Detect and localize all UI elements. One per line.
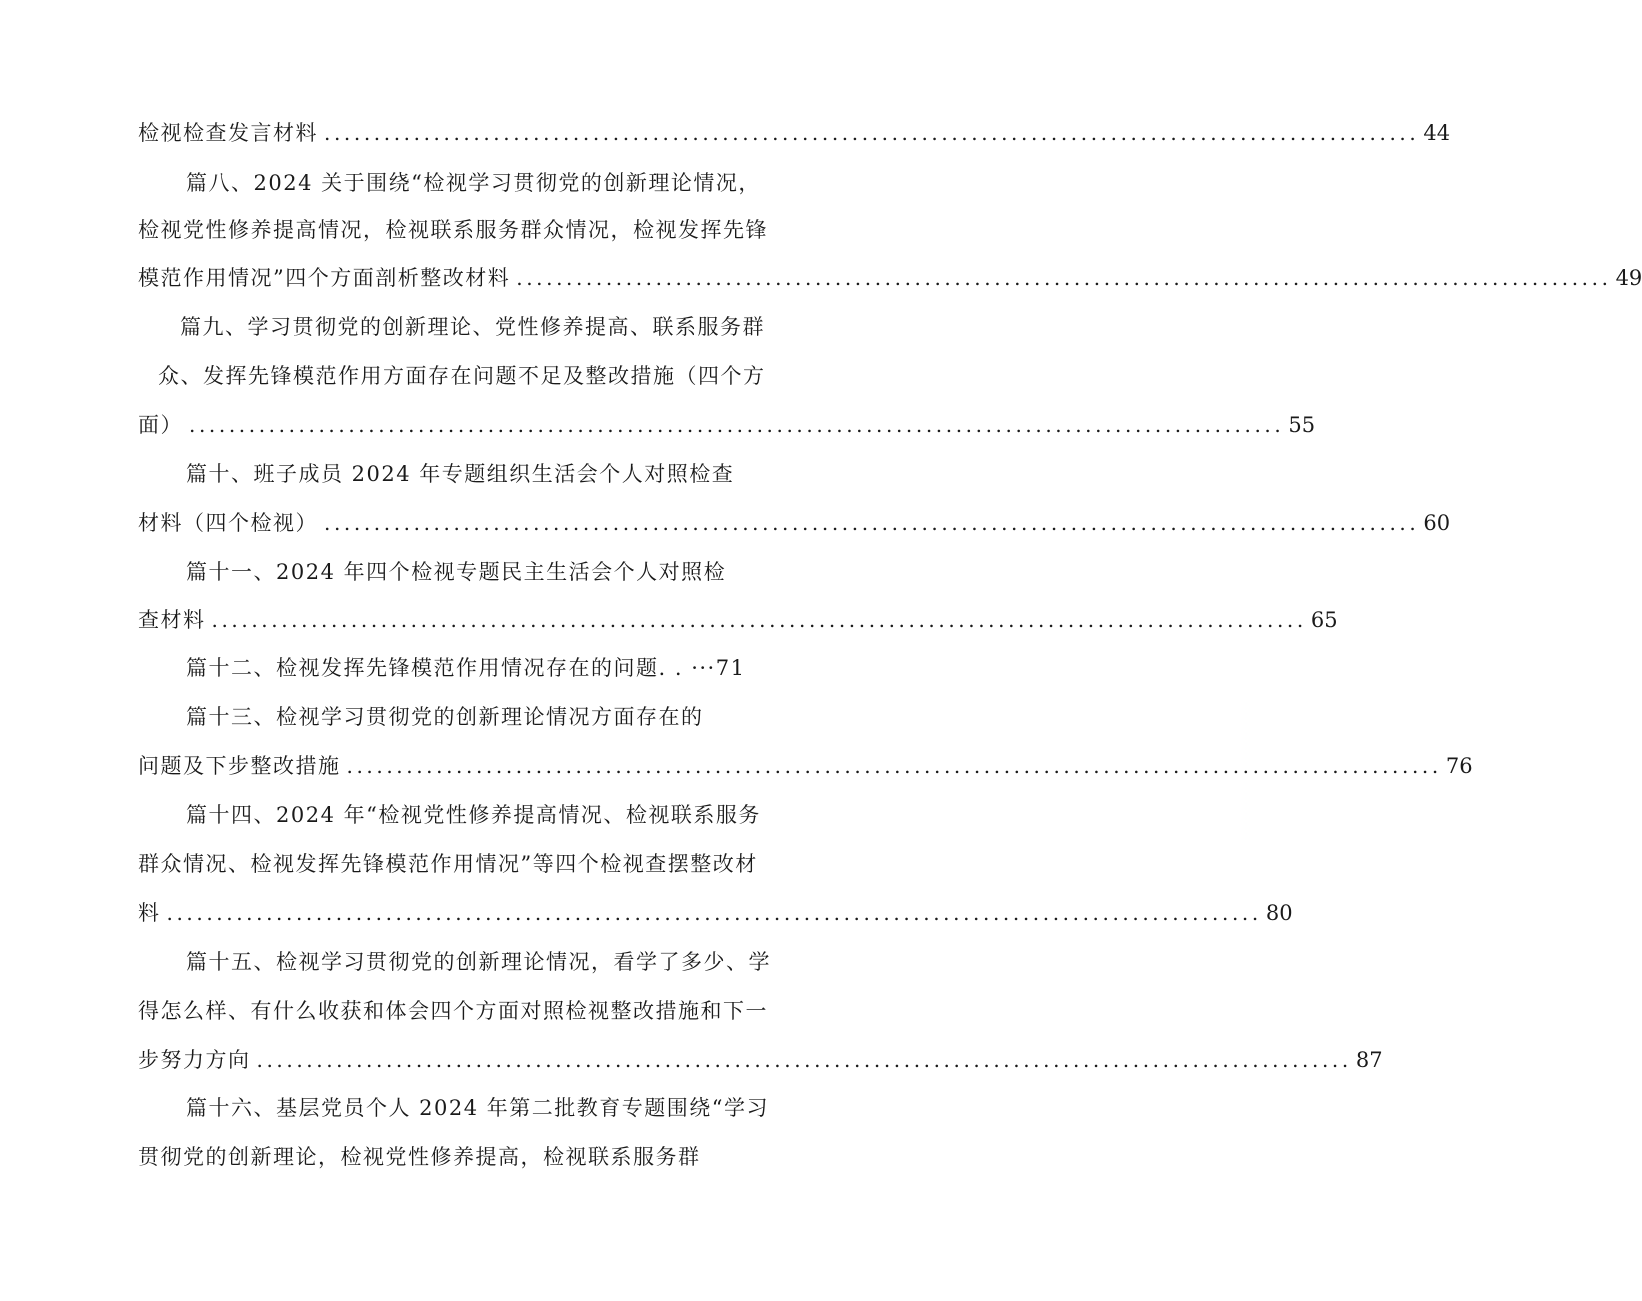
toc-entry-text: 篇九、学习贯彻党的创新理论、党性修养提高、联系服务群 <box>180 315 765 339</box>
toc-entry-text: 问题及下步整改措施 <box>138 754 341 778</box>
toc-page-number: 49 <box>1615 266 1642 290</box>
toc-entry[interactable] <box>138 113 1451 153</box>
toc-entry-continued[interactable] <box>138 746 1473 786</box>
toc-leader-dots: .............................................................................................................. <box>211 608 1307 632</box>
toc-entry-text: 检视党性修养提高情况，检视联系服务群众情况，检视发挥先锋 <box>138 218 768 242</box>
toc-leader-dots: .............................................................................................................. <box>256 1048 1352 1072</box>
toc-page-number: 80 <box>1265 901 1293 925</box>
toc-entry-continued[interactable] <box>138 258 1642 298</box>
toc-entry[interactable] <box>186 454 783 494</box>
toc-entry-text: 材料（四个检视） <box>138 511 318 535</box>
toc-entry[interactable] <box>186 163 783 203</box>
toc-page-number: 76 <box>1445 754 1473 778</box>
toc-entry-text: 群众情况、检视发挥先锋模范作用情况”等四个检视查摆整改材 <box>138 852 758 876</box>
toc-entry-continued[interactable] <box>138 600 1338 640</box>
toc-entry[interactable] <box>186 942 783 982</box>
toc-entry[interactable] <box>180 307 783 347</box>
toc-leader-dots: .............................................................................................................. <box>189 413 1285 437</box>
toc-page-number: 65 <box>1310 608 1338 632</box>
toc-entry-text: 检视检查发言材料 <box>138 121 318 145</box>
toc-entry-text: 篇十六、基层党员个人 2024 年第二批教育专题围绕“学习 <box>186 1096 770 1120</box>
toc-entry-text: 篇十一、2024 年四个检视专题民主生活会个人对照检 <box>186 560 727 584</box>
toc-entry[interactable] <box>186 552 783 592</box>
toc-entry-continued <box>138 991 783 1031</box>
toc-page-number: 87 <box>1355 1048 1383 1072</box>
toc-entry-continued[interactable] <box>138 1040 1383 1080</box>
toc-entry-continued <box>138 1137 783 1177</box>
toc-leader-dots: .............................................................................................................. <box>166 901 1262 925</box>
toc-entry-text: 得怎么样、有什么收获和体会四个方面对照检视整改措施和下一 <box>138 999 768 1023</box>
toc-entry-text: 料 <box>138 901 161 925</box>
toc-entry-text: 篇十二、检视发挥先锋模范作用情况存在的问题. . ···71 <box>186 656 746 680</box>
toc-entry-continued[interactable] <box>138 405 1316 445</box>
toc-entry[interactable] <box>186 1088 783 1128</box>
toc-leader-dots: .............................................................................................................. <box>324 121 1420 145</box>
toc-entry-continued[interactable] <box>138 503 1451 543</box>
toc-page-number: 60 <box>1423 511 1451 535</box>
toc-entry-text: 篇十、班子成员 2024 年专题组织生活会个人对照检查 <box>186 462 735 486</box>
toc-entry-text: 贯彻党的创新理论，检视党性修养提高，检视联系服务群 <box>138 1145 701 1169</box>
toc-page-number: 55 <box>1288 413 1316 437</box>
toc-entry-continued <box>138 844 783 884</box>
toc-entry-text: 步努力方向 <box>138 1048 251 1072</box>
toc-entry-text: 篇八、2024 关于围绕“检视学习贯彻党的创新理论情况， <box>186 171 761 195</box>
toc-entry-text: 众、发挥先锋模范作用方面存在问题不足及整改措施（四个方 <box>158 364 766 388</box>
toc-entry-text: 篇十四、2024 年“检视党性修养提高情况、检视联系服务 <box>186 803 761 827</box>
toc-leader-dots: .............................................................................................................. <box>324 511 1420 535</box>
toc-entry-text: 面） <box>138 413 183 437</box>
toc-entry[interactable] <box>186 795 783 835</box>
toc-leader-dots: .............................................................................................................. <box>516 266 1612 290</box>
toc-entry[interactable] <box>186 697 783 737</box>
toc-entry[interactable] <box>186 648 783 688</box>
toc-entry-text: 篇十三、检视学习贯彻党的创新理论情况方面存在的 <box>186 705 704 729</box>
toc-entry-text: 篇十五、检视学习贯彻党的创新理论情况，看学了多少、学 <box>186 950 771 974</box>
toc-page-number: 44 <box>1423 121 1451 145</box>
toc-entry-continued <box>158 356 783 396</box>
toc-leader-dots: .............................................................................................................. <box>346 754 1442 778</box>
toc-entry-continued[interactable] <box>138 893 1293 933</box>
toc-entry-text: 查材料 <box>138 608 206 632</box>
toc-entry-continued <box>138 210 783 250</box>
toc-entry-text: 模范作用情况”四个方面剖析整改材料 <box>138 266 511 290</box>
